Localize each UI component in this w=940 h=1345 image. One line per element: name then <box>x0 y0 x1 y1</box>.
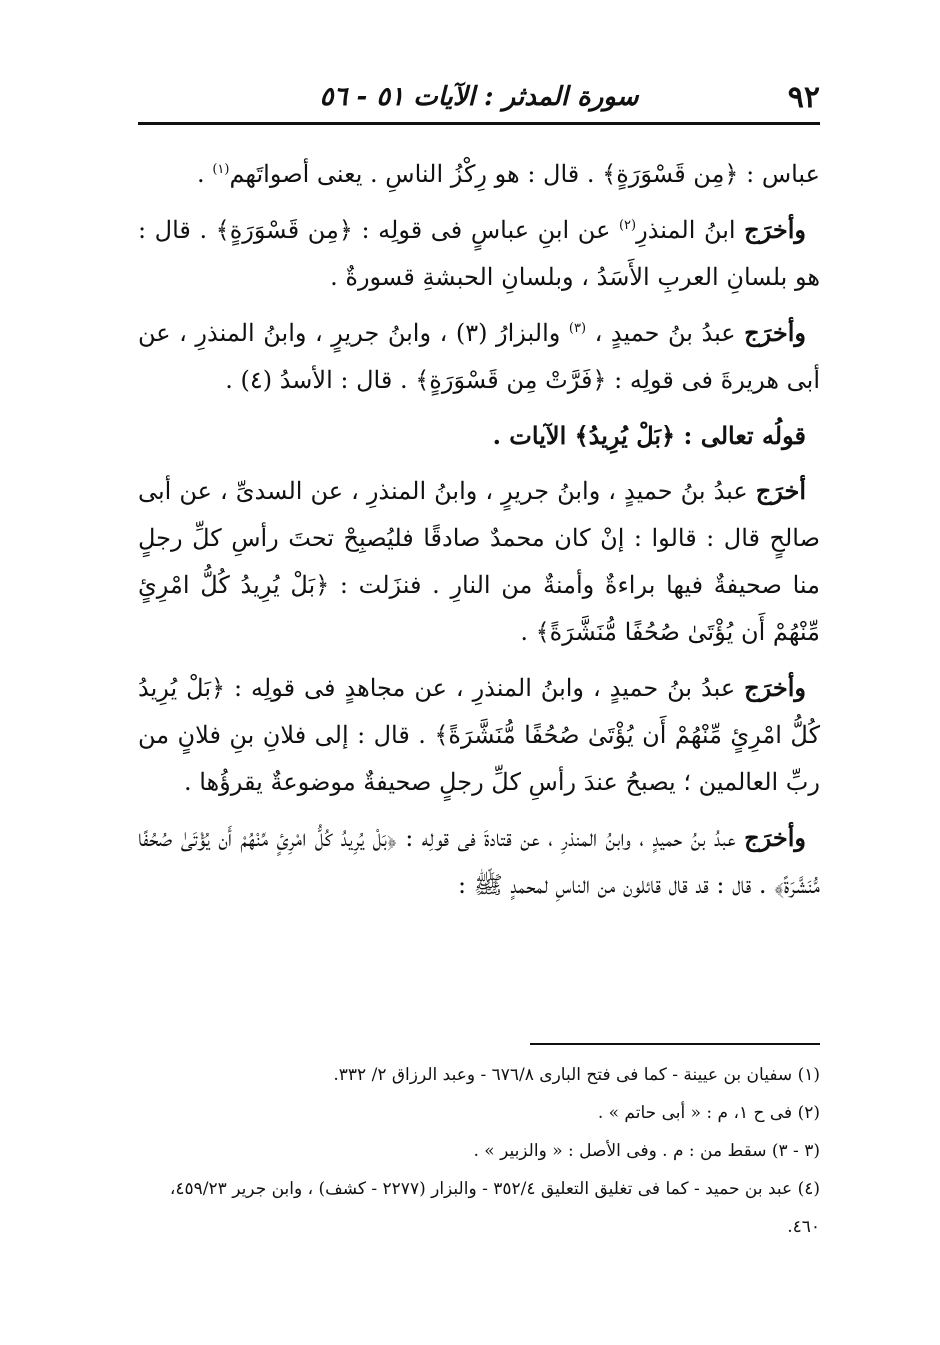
paragraph-lead: وأخرَج <box>744 823 806 852</box>
paragraph <box>138 309 820 404</box>
paragraph-lead: وأخرَج <box>744 215 806 244</box>
paragraph-text: عبدُ بنُ حميدٍ ، <box>586 319 745 347</box>
paragraph-lead: وأخرَج <box>744 318 806 347</box>
paragraph-tail: عن ابنِ عباسٍ فى قولِه : ﴿مِن قَسْوَرَةٍ﴾ . قال : هو بلسانِ العربِ الأَسَدُ ، وبلسانِ الحبشةِ قسورةٌ . <box>138 216 820 291</box>
paragraph <box>138 150 820 198</box>
section-heading <box>138 412 820 459</box>
paragraph-tail: . <box>197 160 213 188</box>
footnote: (١) سفيان بن عيينة - كما فى فتح البارى ٦٧٦/٨ - وعبد الرزاق ٢/ ٣٣٢. <box>333 1065 820 1085</box>
paragraph <box>138 814 820 909</box>
footnote-ref: (٣) <box>568 321 587 336</box>
paragraph <box>138 206 820 301</box>
paragraph-text: عبدُ بنُ حميدٍ ، وابنُ المنذرِ ، عن مجاهدٍ فى قولِه : ﴿بَلْ يُرِيدُ كُلُّ امْرِئٍ مِّنْهُمْ أَن يُؤْتَىٰ صُحُفًا مُّنَشَّرَةً﴾ . قال : إلى فلانِ بنِ فلانٍ من ربِّ العالمين ؛ يصبحُ عندَ رأسِ كلِّ رجلٍ صحيفةٌ موضوعةٌ يقرؤُها . <box>138 674 821 796</box>
body-text <box>138 150 820 917</box>
heading-text: ﴿بَلْ يُرِيدُ﴾ الآيات . <box>492 421 684 450</box>
footnote-ref: (٢) <box>618 218 637 233</box>
page-header <box>138 80 820 120</box>
paragraph-lead: أخرَج <box>755 476 806 505</box>
footnotes <box>138 1056 820 1246</box>
footnote: (٤) عبد بن حميد - كما فى تغليق التعليق ٣٥٢/٤ - والبزار (٢٢٧٧ - كشف) ، وابن جرير ٤٥٩/٢٣، ٤٦٠. <box>169 1179 820 1237</box>
running-title: سورة المدثر : الآيات ٥١ - ٥٦ <box>319 82 639 112</box>
footnote: (٣ - ٣) سقط من : م . وفى الأصل : « والزبير » . <box>473 1141 820 1161</box>
paragraph-text: عباس : ﴿مِن قَسْوَرَةٍ﴾ . قال : هو رِكْزُ الناسِ . يعنى أصواتَهم <box>229 160 820 188</box>
page-number: ٩٢ <box>787 80 820 115</box>
footnote-rule <box>530 1043 820 1045</box>
paragraph <box>138 467 820 656</box>
footnote: (٢) فى ح ١، م : « أبى حاتم » . <box>597 1103 820 1123</box>
heading-lead: قولُه تعالى : <box>683 421 806 450</box>
paragraph-lead: وأخرَج <box>744 673 806 702</box>
paragraph-text: عبدُ بنُ حميدٍ ، وابنُ جريرٍ ، وابنُ المنذرِ ، عن السدىِّ ، عن أبى صالحٍ قال : قالوا : إنْ كان محمدٌ صادقًا فليُصبِحْ تحتَ رأسِ كلِّ رجلٍ منا صحيفةٌ فيها براءةٌ وأمنةٌ من النارِ . فنزَلت : ﴿بَلْ يُرِيدُ كُلُّ امْرِئٍ مِّنْهُمْ أَن يُؤْتَىٰ صُحُفًا مُّنَشَّرَةً﴾ . <box>138 477 820 646</box>
header-rule <box>138 122 820 125</box>
paragraph-tail: والبزارُ (٣) ، وابنُ جريرٍ ، وابنُ المنذرِ ، عن أبى هريرةَ فى قولِه : ﴿فَرَّتْ مِن قَسْوَرَةٍ﴾ . قال : الأسدُ (٤) . <box>138 319 820 394</box>
footnote-ref: (١) <box>212 162 230 177</box>
paragraph <box>138 664 820 806</box>
paragraph-text: عبدُ بنُ حميدٍ ، وابنُ المنذرِ ، عن قتادةَ فى قولِه : ﴿بَلْ يُرِيدُ كُلُّ امْرِئٍ مِّنْهُمْ أَن يُؤْتَىٰ صُحُفًا مُّنَشَّرَةً﴾ . قال : قد قال قائلون من الناسِ لمحمدٍ ﷺ : <box>138 824 820 899</box>
paragraph-text: ابنُ المنذرِ <box>636 216 745 244</box>
